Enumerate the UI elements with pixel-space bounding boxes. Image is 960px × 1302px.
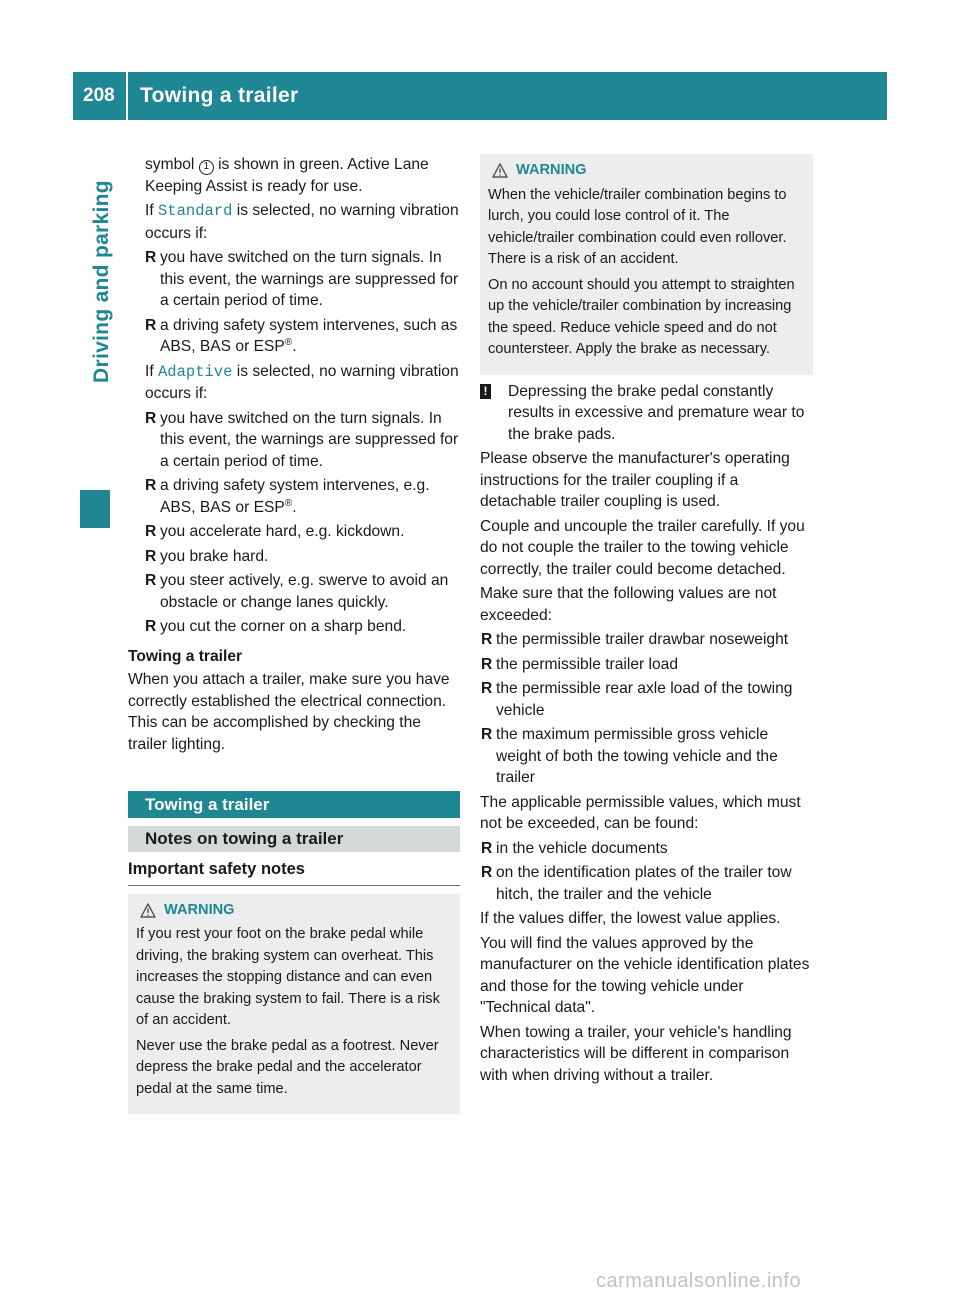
warning-heading: WARNING: [136, 900, 452, 922]
warning-box: [128, 894, 460, 1115]
warning-box: [480, 154, 813, 375]
circled-number-1-icon: 1: [199, 160, 214, 175]
list-item: R in the vehicle documents: [481, 839, 668, 857]
standard-paragraph: If Standard is selected, no warning vibration occurs if:: [145, 202, 459, 242]
list-item: R the maximum permissible gross vehicle weight of both the towing vehicle and the trailer: [481, 726, 778, 786]
list-item: R a driving safety system intervenes, e.g. ABS, BAS or ESP®.: [145, 477, 430, 516]
warning-text: When the vehicle/trailer combination begins to lurch, you could lose control of it. The vehicle/trailer combination could even rollover. There is a risk of an accident.: [488, 186, 787, 267]
list-item: R the permissible trailer load: [481, 655, 679, 673]
header-divider: [126, 72, 128, 120]
chapter-tab-marker: [80, 490, 110, 528]
list-item: R you have switched on the turn signals. In this event, the warnings are suppressed for a certain period of time.: [145, 249, 459, 309]
section-heading: Towing a trailer: [128, 791, 460, 818]
list-item: R you have switched on the turn signals. In this event, the warnings are suppressed for a certain period of time.: [145, 409, 459, 470]
safety-notes-heading: Important safety notes: [128, 852, 460, 886]
adaptive-setting: Adaptive: [158, 362, 233, 381]
paragraph: When towing a trailer, your vehicle's handling characteristics will be different in comparison with when driving without a trailer.: [480, 1023, 792, 1084]
list-item: R you steer actively, e.g. swerve to avoid an obstacle or change lanes quickly.: [145, 572, 449, 611]
towing-paragraph: When you attach a trailer, make sure you have correctly established the electrical connection. This can be accomplished by checking the trailer lighting.: [128, 671, 450, 753]
paragraph: If the values differ, the lowest value applies.: [480, 910, 781, 927]
warning-heading: WARNING: [488, 160, 805, 182]
paragraph: The applicable permissible values, which must not be exceeded, can be found:: [480, 793, 801, 832]
list-item: R on the identification plates of the trailer tow hitch, the trailer and the vehicle: [481, 864, 792, 903]
warning-triangle-icon: [492, 163, 508, 178]
paragraph: Couple and uncouple the trailer carefully. If you do not couple the trailer to the towing vehicle correctly, the trailer could become detached.: [480, 517, 805, 578]
list-item: R you brake hard.: [145, 547, 269, 565]
watermark: carmanualsonline.info: [596, 1270, 802, 1292]
notice: ! Depressing the brake pedal constantly results in excessive and premature wear to the brake pads.: [480, 381, 813, 446]
list-item: R you cut the corner on a sharp bend.: [145, 618, 407, 635]
standard-setting: Standard: [158, 202, 233, 220]
paragraph: You will find the values approved by the manufacturer on the vehicle identification plates and those for the towing vehicle under "Technical data".: [480, 934, 810, 1016]
left-column: [128, 154, 460, 1114]
right-column: [480, 154, 813, 1089]
list-item: R a driving safety system intervenes, such as ABS, BAS or ESP®.: [145, 316, 458, 355]
chapter-tab-label: Driving and parking: [90, 180, 113, 383]
warning-triangle-icon: [140, 903, 156, 918]
exclamation-icon: !: [480, 384, 491, 399]
list-item: R you accelerate hard, e.g. kickdown.: [145, 523, 405, 540]
warning-text: On no account should you attempt to straighten up the vehicle/trailer combination by increasing the speed. Reduce vehicle speed and do not countersteer. Apply the brake as necessary.: [488, 276, 795, 357]
paragraph: Make sure that the following values are not exceeded:: [480, 585, 777, 624]
towing-heading: Towing a trailer: [128, 647, 243, 665]
page-title: Towing a trailer: [140, 84, 299, 107]
page-number: 208: [83, 85, 115, 106]
adaptive-paragraph: If Adaptive is selected, no warning vibration occurs if:: [145, 362, 459, 402]
paragraph: Please observe the manufacturer's operating instructions for the trailer coupling if a detachable trailer coupling is used.: [480, 450, 790, 510]
warning-text: If you rest your foot on the brake pedal while driving, the braking system can overheat. This increases the stopping distance and can even cause the braking system to fail. There is a risk of an accident.: [136, 926, 440, 1028]
warning-text: Never use the brake pedal as a footrest. Never depress the brake pedal and the accelerator pedal at the same time.: [136, 1037, 439, 1097]
list-item: R the permissible rear axle load of the towing vehicle: [481, 680, 793, 719]
subsection-heading: Notes on towing a trailer: [128, 826, 460, 852]
intro-paragraph: symbol 1 is shown in green. Active Lane Keeping Assist is ready for use.: [145, 156, 429, 195]
list-item: R the permissible trailer drawbar noseweight: [481, 631, 789, 648]
